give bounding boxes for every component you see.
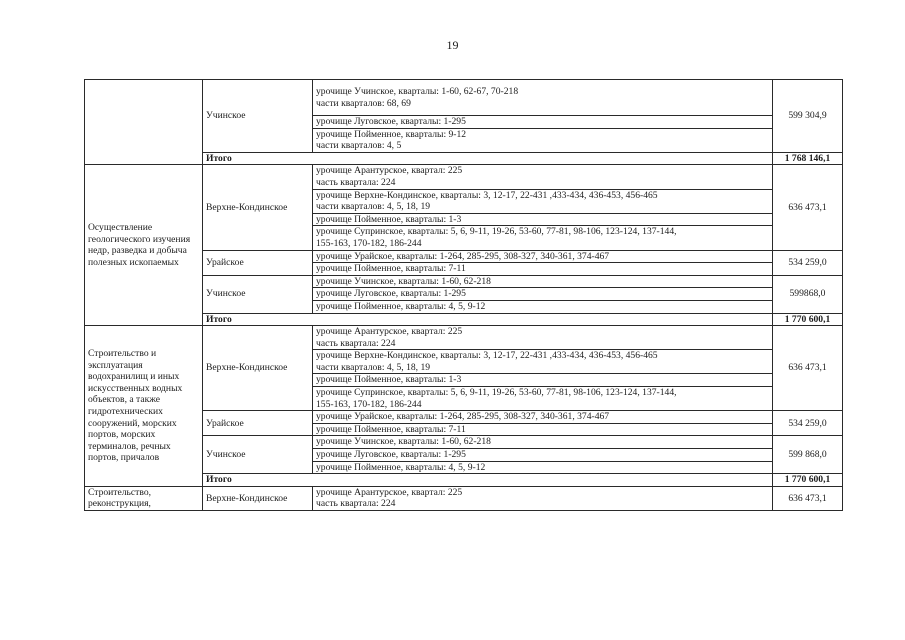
area-value: 636 473,1	[773, 326, 843, 411]
detail-cell	[313, 128, 773, 152]
detail-line: урочище Супринское, кварталы: 5, 6, 9-11, 19-26, 53-60, 77-81, 98-106, 123-124, 137-144,	[316, 226, 677, 238]
total-value: 1 770 600,1	[773, 313, 843, 326]
area-value: 534 259,0	[773, 411, 843, 436]
detail-line: урочище Урайское, кварталы: 1-264, 285-295, 308-327, 340-361, 374-467	[316, 411, 610, 423]
detail-line: урочище Арантурское, квартал: 225	[316, 165, 463, 177]
detail-line: урочище Учинское, кварталы: 1-60, 62-67, 70-218	[316, 85, 519, 97]
activity-cell: Строительство и эксплуатация водохранилищ и иных искусственных водных объектов, а также гидротехнических сооружений, морских портов, морских терминалов, речных портов, причалов	[85, 326, 203, 487]
detail-cell	[313, 374, 773, 387]
area-value: 534 259,0	[773, 250, 843, 275]
detail-cell	[313, 226, 773, 250]
detail-line: части кварталов: 68, 69	[316, 97, 411, 109]
detail-line: урочище Луговское, кварталы: 1-295	[316, 288, 466, 300]
activity-cell	[85, 80, 203, 165]
detail-line: урочище Арантурское, квартал: 225	[316, 326, 463, 338]
detail-cell	[313, 213, 773, 226]
total-label: Итого	[203, 313, 773, 326]
area-cell: Учинское	[203, 275, 313, 313]
detail-line: урочище Верхне-Кондинское, кварталы: 3, 12-17, 22-431 ,433-434, 436-453, 456-465	[316, 350, 658, 362]
area-cell: Учинское	[203, 436, 313, 474]
area-value: 636 473,1	[773, 165, 843, 250]
detail-line: урочище Пойменное, кварталы: 9-12	[316, 128, 467, 140]
detail-line: части кварталов: 4, 5	[316, 140, 402, 152]
detail-cell	[313, 263, 773, 276]
total-value: 1 770 600,1	[773, 474, 843, 487]
detail-cell	[313, 449, 773, 462]
table-row	[85, 80, 843, 116]
detail-line: части кварталов: 4, 5, 18, 19	[316, 201, 431, 213]
detail-line: урочище Пойменное, кварталы: 7-11	[316, 423, 466, 435]
detail-cell	[313, 116, 773, 129]
area-cell: Урайское	[203, 411, 313, 436]
detail-cell	[313, 350, 773, 374]
detail-line: урочище Урайское, кварталы: 1-264, 285-295, 308-327, 340-361, 374-467	[316, 250, 610, 262]
area-value: 599 868,0	[773, 436, 843, 474]
detail-line: урочище Учинское, кварталы: 1-60, 62-218	[316, 436, 491, 448]
detail-line: урочище Арантурское, квартал: 225	[316, 486, 463, 498]
forestry-zones-table	[84, 79, 843, 511]
detail-line: урочище Пойменное, кварталы: 7-11	[316, 263, 466, 275]
detail-line: 155-163, 170-182, 186-244	[316, 398, 422, 410]
detail-cell	[313, 461, 773, 474]
detail-cell	[313, 436, 773, 449]
detail-cell	[313, 411, 773, 424]
area-cell: Верхне-Кондинское	[203, 165, 313, 250]
table-row	[85, 165, 843, 189]
detail-cell	[313, 387, 773, 411]
detail-cell	[313, 80, 773, 116]
area-value: 636 473,1	[773, 486, 843, 510]
detail-cell	[313, 288, 773, 301]
area-cell: Верхне-Кондинское	[203, 486, 313, 510]
activity-cell: Строительство, реконструкция,	[85, 486, 203, 510]
activity-cell: Осуществление геологического изучения недр, разведка и добыча полезных ископаемых	[85, 165, 203, 326]
detail-cell	[313, 486, 773, 510]
total-label: Итого	[203, 152, 773, 165]
detail-line: 155-163, 170-182, 186-244	[316, 237, 422, 249]
detail-cell	[313, 165, 773, 189]
detail-line: урочище Пойменное, кварталы: 1-3	[316, 213, 462, 225]
detail-line: урочище Верхне-Кондинское, кварталы: 3, 12-17, 22-431 ,433-434, 436-453, 456-465	[316, 189, 658, 201]
detail-cell	[313, 275, 773, 288]
area-value: 599 304,9	[773, 80, 843, 153]
area-value: 599868,0	[773, 275, 843, 313]
detail-cell	[313, 189, 773, 213]
area-cell: Учинское	[203, 80, 313, 153]
detail-line: урочище Пойменное, кварталы: 1-3	[316, 374, 462, 386]
detail-cell	[313, 423, 773, 436]
detail-cell	[313, 326, 773, 350]
detail-cell	[313, 300, 773, 313]
total-label: Итого	[203, 474, 773, 487]
detail-line: часть квартала: 224	[316, 337, 396, 349]
detail-line: часть квартала: 224	[316, 498, 396, 510]
detail-line: части кварталов: 4, 5, 18, 19	[316, 361, 431, 373]
total-value: 1 768 146,1	[773, 152, 843, 165]
detail-line: часть квартала: 224	[316, 176, 396, 188]
area-cell: Урайское	[203, 250, 313, 275]
detail-cell	[313, 250, 773, 263]
table-row	[85, 326, 843, 350]
detail-line: урочище Пойменное, кварталы: 4, 5, 9-12	[316, 300, 486, 312]
detail-line: урочище Супринское, кварталы: 5, 6, 9-11, 19-26, 53-60, 77-81, 98-106, 123-124, 137-144,	[316, 387, 677, 399]
detail-line: урочище Учинское, кварталы: 1-60, 62-218	[316, 275, 491, 287]
detail-line: урочище Пойменное, кварталы: 4, 5, 9-12	[316, 461, 486, 473]
detail-line: урочище Луговское, кварталы: 1-295	[316, 116, 466, 127]
table-row	[85, 486, 843, 510]
page-number: 19	[446, 38, 459, 52]
detail-line: урочище Луговское, кварталы: 1-295	[316, 449, 466, 461]
area-cell: Верхне-Кондинское	[203, 326, 313, 411]
